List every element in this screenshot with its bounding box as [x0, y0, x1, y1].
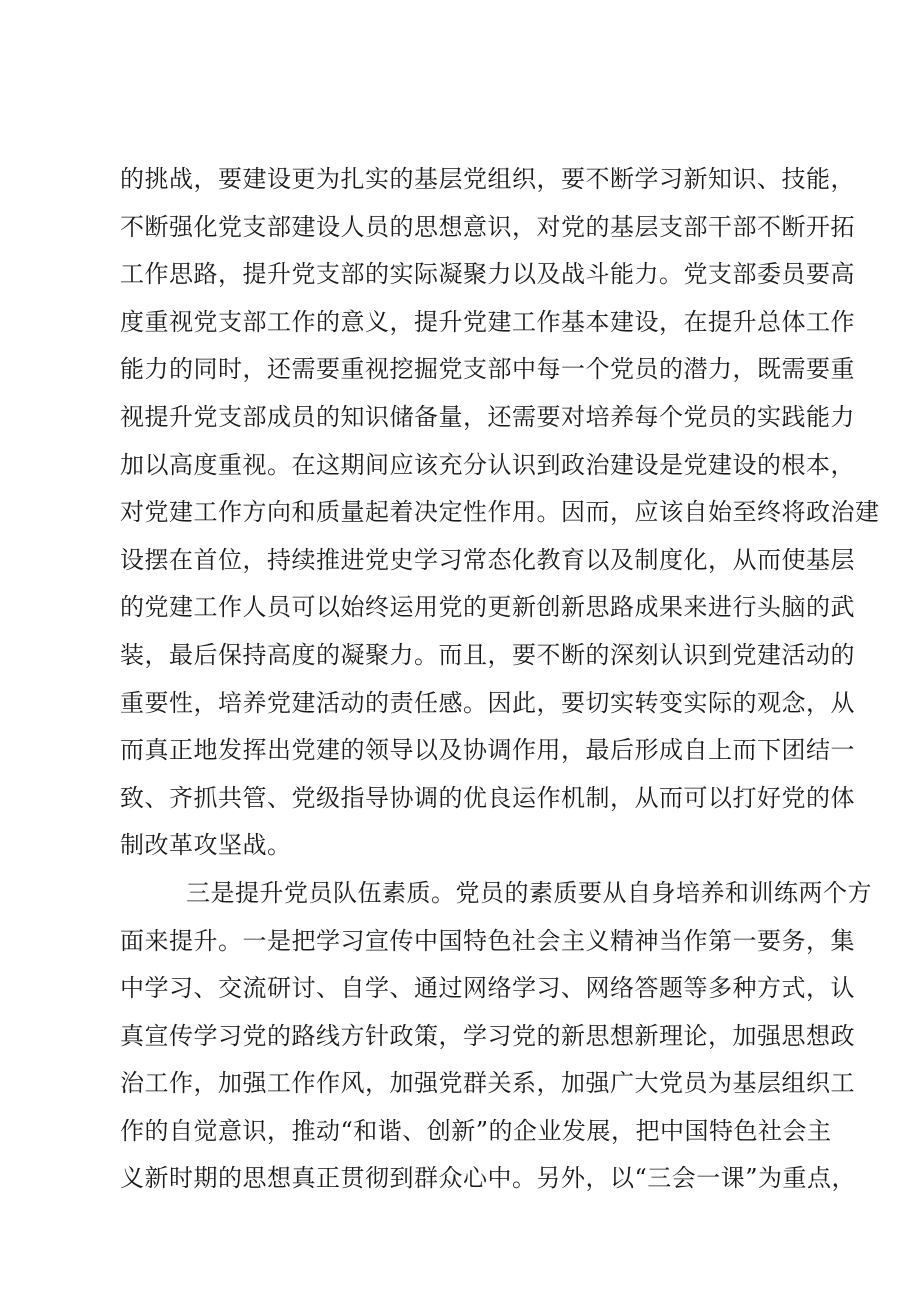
text-line: 工作思路，提升党支部的实际凝聚力以及战斗能力。党支部委员要高	[120, 260, 855, 289]
text-line: 治工作，加强工作作风，加强党群关系，加强广大党员为基层组织工	[120, 1069, 855, 1098]
document-body	[120, 156, 880, 1203]
text-line: 的挑战，要建设更为扎实的基层党组织，要不断学习新知识、技能，	[120, 165, 855, 193]
text-line: 对党建工作方向和质量起着决定性作用。因而，应该自始至终将政治建	[120, 498, 880, 527]
text-line: 真宣传学习党的路线方针政策，学习党的新思想新理论，加强思想政	[120, 1021, 855, 1050]
text-line: 三是提升党员队伍素质。党员的素质要从自身培养和训练两个方	[186, 878, 872, 907]
text-line: 加以高度重视。在这期间应该充分认识到政治建设是党建设的根本，	[120, 450, 855, 479]
text-line: 装，最后保持高度的凝聚力。而且，要不断的深刻认识到党建活动的	[120, 640, 855, 669]
text-line: 而真正地发挥出党建的领导以及协调作用，最后形成自上而下团结一	[120, 736, 855, 765]
paragraph-2	[120, 870, 872, 1203]
text-line: 制改革攻坚战。	[120, 831, 292, 860]
text-line: 面来提升。一是把学习宣传中国特色社会主义精神当作第一要务，集	[120, 926, 855, 955]
text-line: 视提升党支部成员的知识储备量，还需要对培养每个党员的实践能力	[120, 402, 855, 431]
text-line: 能力的同时，还需要重视挖掘党支部中每一个党员的潜力，既需要重	[120, 355, 855, 384]
text-line: 致、齐抓共管、党级指导协调的优良运作机制，从而可以打好党的体	[120, 783, 855, 812]
text-line: 重要性，培养党建活动的责任感。因此，要切实转变实际的观念，从	[120, 688, 855, 717]
paragraph-1	[120, 156, 880, 870]
text-line: 作的自觉意识，推动“和谐、创新”的企业发展，把中国特色社会主	[120, 1116, 832, 1145]
text-line: 义新时期的思想真正贯彻到群众心中。另外，以“三会一课”为重点，	[120, 1164, 857, 1193]
text-line: 的党建工作人员可以始终运用党的更新创新思路成果来进行头脑的武	[120, 593, 855, 622]
text-line: 不断强化党支部建设人员的思想意识，对党的基层支部干部不断开拓	[120, 212, 855, 241]
text-line: 设摆在首位，持续推进党史学习常态化教育以及制度化，从而使基层	[120, 545, 855, 574]
text-line: 度重视党支部工作的意义，提升党建工作基本建设，在提升总体工作	[120, 307, 855, 336]
text-line: 中学习、交流研讨、自学、通过网络学习、网络答题等多种方式，认	[120, 974, 855, 1003]
